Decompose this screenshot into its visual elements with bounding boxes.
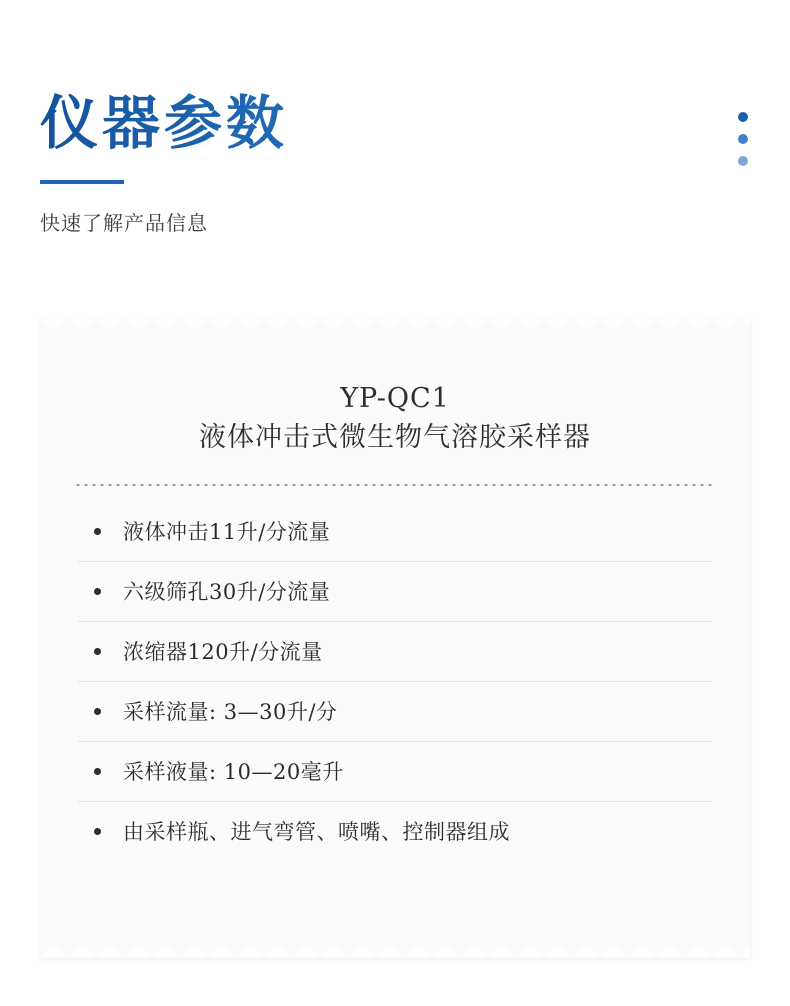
product-name: 液体冲击式微生物气溶胶采样器: [199, 422, 591, 453]
bullet-icon: [94, 828, 101, 835]
page-title: 仪器参数: [40, 88, 750, 158]
card-scallop-bottom: [40, 942, 750, 958]
page-subtitle: 快速了解产品信息: [40, 213, 208, 235]
list-item: [78, 682, 712, 742]
product-model: YP-QC1: [340, 383, 450, 414]
spec-text: 采样流量: 3—30升/分: [123, 699, 338, 724]
spec-card-wrapper: [40, 318, 750, 958]
list-item: [78, 622, 712, 682]
list-item: [78, 802, 712, 861]
list-item: [78, 742, 712, 802]
spec-text: 液体冲击11升/分流量: [123, 519, 331, 544]
card-content: [40, 334, 750, 942]
spec-text: 由采样瓶、进气弯管、喷嘴、控制器组成: [123, 819, 510, 844]
spec-list: [70, 502, 720, 861]
spec-text: 六级筛孔30升/分流量: [123, 579, 331, 604]
dot-medium-icon: [738, 134, 748, 144]
dotted-separator: [74, 484, 716, 486]
bullet-icon: [94, 768, 101, 775]
title-underline: [40, 180, 124, 184]
card-title: [70, 380, 720, 458]
page-header: [40, 88, 750, 238]
spec-text: 浓缩器120升/分流量: [123, 639, 323, 664]
list-item: [78, 502, 712, 562]
spec-card: [40, 318, 750, 958]
bullet-icon: [94, 648, 101, 655]
bullet-icon: [94, 588, 101, 595]
bullet-icon: [94, 708, 101, 715]
dot-dark-icon: [738, 112, 748, 122]
bullet-icon: [94, 528, 101, 535]
spec-text: 采样液量: 10—20毫升: [123, 759, 344, 784]
dot-light-icon: [738, 156, 748, 166]
list-item: [78, 562, 712, 622]
card-scallop-top: [40, 318, 750, 334]
decorative-dots: [736, 112, 750, 166]
